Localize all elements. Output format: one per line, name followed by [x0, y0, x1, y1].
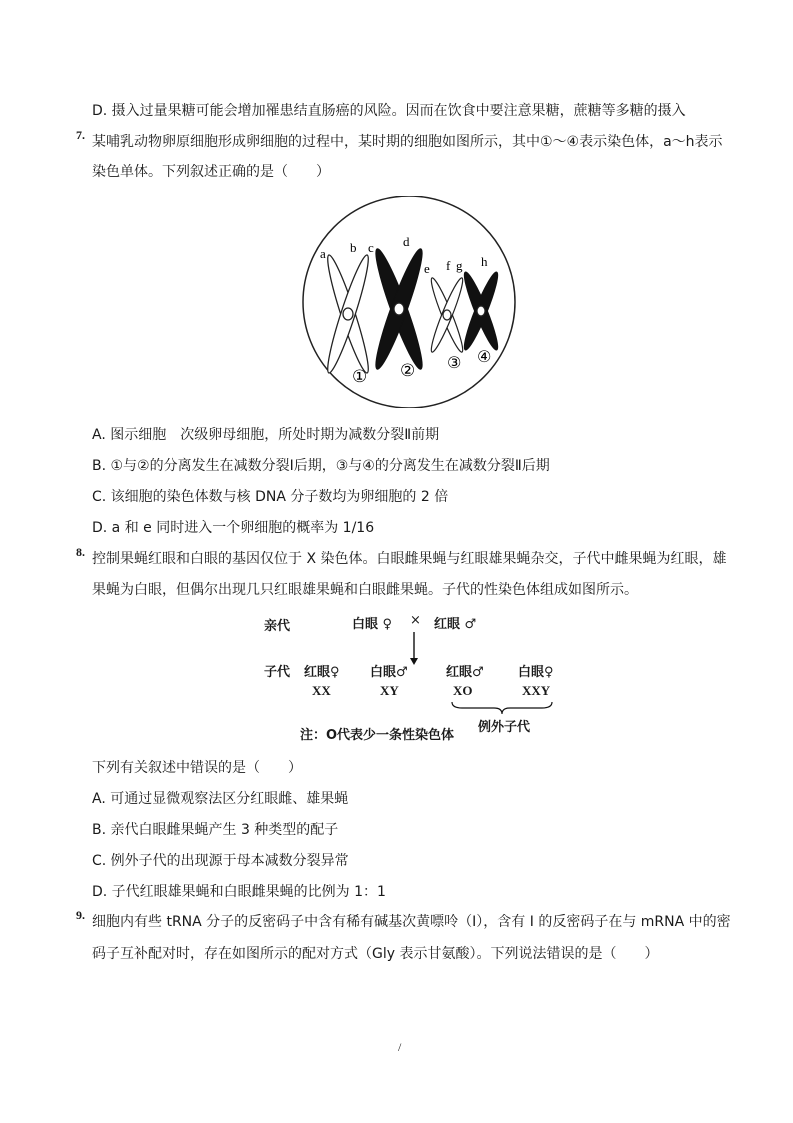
offspring-generation-label: 子代 — [264, 665, 291, 680]
offspring-2-genotype: XY — [380, 683, 399, 698]
q7-stem-line1: 某哺乳动物卵原细胞形成卵细胞的过程中，某时期的细胞如图所示，其中①～④表示染色体，a～h表示 — [92, 134, 723, 150]
offspring-4-genotype: XXY — [522, 683, 551, 698]
label-chromosome-1: ① — [352, 367, 368, 387]
label-chromosome-4: ④ — [477, 347, 492, 366]
q7-option-b: B. ①与②的分离发生在减数分裂Ⅰ后期，③与④的分离发生在减数分裂Ⅱ后期 — [92, 458, 550, 474]
q9-stem-line2: 码子互补配对时，存在如图所示的配对方式（Gly 表示甘氨酸）。下列说法错误的是（ ） — [92, 946, 659, 962]
q7-option-d: D. a 和 e 同时进入一个卵细胞的概率为 1/16 — [92, 520, 375, 536]
q8-option-b: B. 亲代白眼雌果蝇产生 3 种类型的配子 — [92, 822, 339, 838]
q7-number: 7. — [76, 128, 85, 142]
parent-female: 白眼 ♀ — [352, 617, 393, 632]
offspring-2-phenotype: 白眼♂ — [370, 665, 408, 680]
q8-option-c: C. 例外子代的出现源于母本减数分裂异常 — [92, 853, 349, 869]
chromosome-3 — [427, 276, 466, 354]
label-c: c — [368, 240, 374, 255]
offspring-3-phenotype: 红眼♂ — [446, 665, 484, 680]
label-e: e — [424, 261, 430, 276]
parent-male: 红眼 ♂ — [434, 617, 477, 632]
q8-option-d: D. 子代红眼雄果蝇和白眼雌果蝇的比例为 1：1 — [92, 884, 386, 900]
q8-number: 8. — [76, 545, 85, 559]
chromosome-2 — [370, 246, 429, 372]
page-footer-mark: / — [398, 1040, 402, 1054]
label-chromosome-2: ② — [400, 361, 416, 381]
offspring-3-genotype: XO — [453, 683, 473, 698]
q7-option-a: A. 图示细胞 次级卵母细胞，所处时期为减数分裂Ⅱ前期 — [92, 427, 440, 443]
cross-symbol: × — [410, 613, 421, 628]
q6-option-d: D. 摄入过量果糖可能会增加罹患结直肠癌的风险。因而在饮食中要注意果糖，蔗糖等多糖的摄入 — [92, 103, 686, 119]
label-f: f — [446, 258, 451, 273]
q8-stem-line2: 果蝇为白眼，但偶尔出现几只红眼雄果蝇和白眼雌果蝇。子代的性染色体组成如图所示。 — [92, 582, 638, 598]
label-g: g — [456, 258, 463, 273]
q9-number: 9. — [76, 908, 85, 922]
diagram-note: 注：O代表少一条性染色体 — [300, 728, 455, 743]
label-d: d — [403, 234, 410, 249]
offspring-1-phenotype: 红眼♀ — [304, 665, 340, 680]
label-b: b — [350, 240, 357, 255]
q8-stem-line1: 控制果蝇红眼和白眼的基因仅位于 X 染色体。白眼雌果蝇与红眼雄果蝇杂交，子代中雌果蝇为红眼，雄 — [92, 551, 727, 567]
label-a: a — [320, 246, 326, 261]
q8-question: 下列有关叙述中错误的是（ ） — [92, 760, 302, 776]
chromosome-1 — [322, 253, 374, 375]
offspring-1-genotype: XX — [312, 683, 331, 698]
offspring-4-phenotype: 白眼♀ — [518, 665, 554, 680]
q8-option-a: A. 可通过显微观察法区分红眼雌、雄果蝇 — [92, 791, 349, 807]
parent-generation-label: 亲代 — [264, 619, 291, 634]
down-arrow-icon — [408, 632, 420, 666]
q7-option-c: C. 该细胞的染色体数与核 DNA 分子数均为卵细胞的 2 倍 — [92, 489, 449, 505]
q7-stem-line2: 染色单体。下列叙述正确的是（ ） — [92, 164, 330, 180]
q8-cross-diagram — [250, 608, 570, 744]
label-h: h — [481, 254, 488, 269]
exception-offspring-label: 例外子代 — [478, 720, 531, 735]
exception-brace — [450, 700, 554, 716]
q9-stem-line1: 细胞内有些 tRNA 分子的反密码子中含有稀有碱基次黄嘌呤（I），含有 I 的反密码子在与 mRNA 中的密 — [92, 914, 731, 930]
q7-cell-figure — [298, 196, 520, 408]
chromosome-4 — [460, 270, 503, 352]
label-chromosome-3: ③ — [447, 353, 462, 372]
